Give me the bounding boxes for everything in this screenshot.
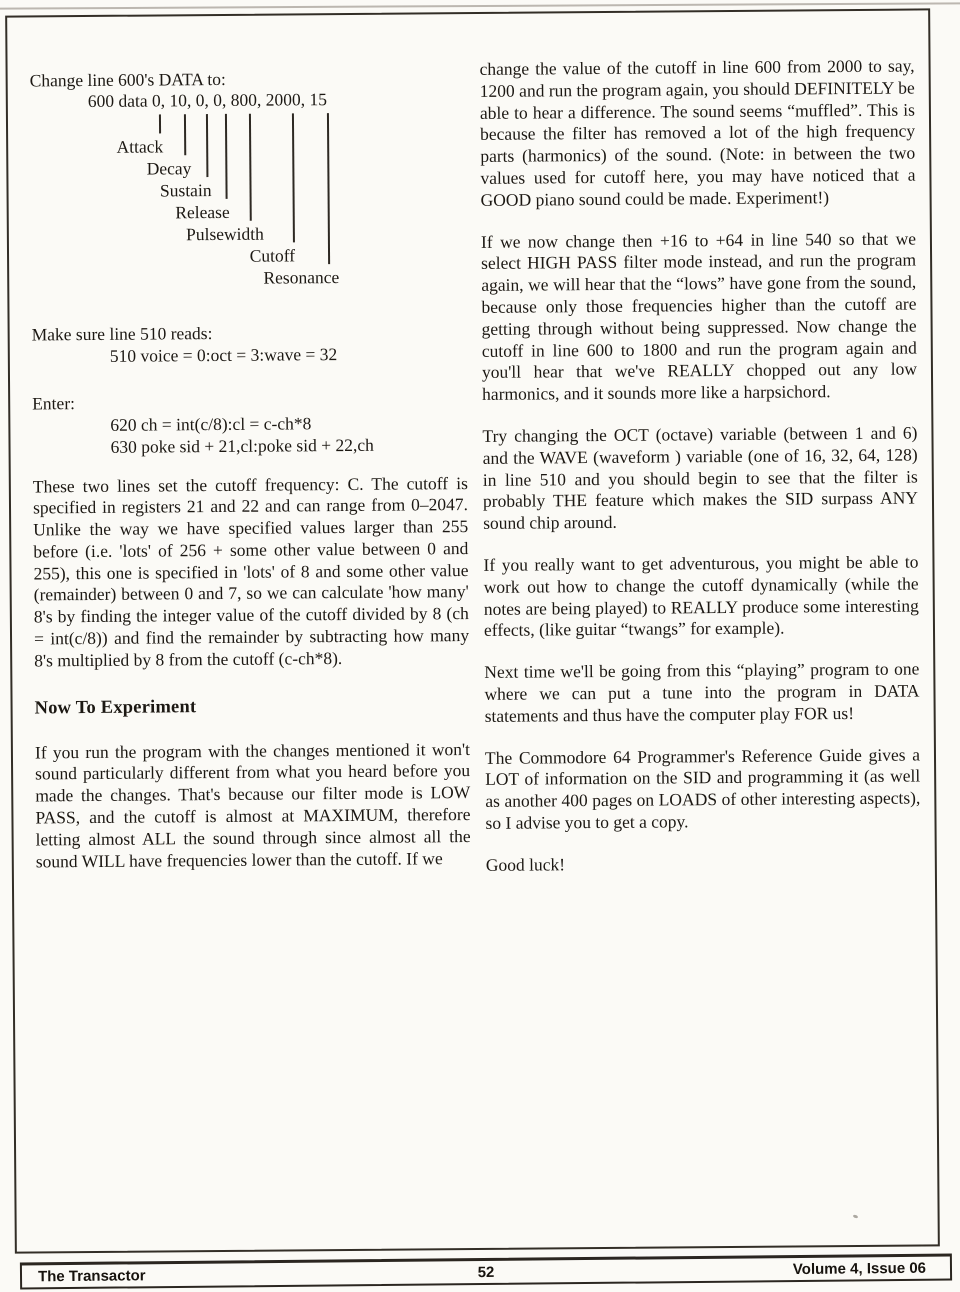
paragraph-high-pass: If we now change then +16 to +64 in line 540 so that we select HIGH PASS filter mode instead, and run the program again, we will hear that the “lows” have gone from the sound, because only those frequencies higher than the cutoff are getting through without being suppressed. Now change the cutoff in line 600 to 1800 and run the program again and you'll hear that we've REALLY chopped out any low harmonics, and it sounds more like a harpsichord. xyxy=(480,228,918,405)
page-frame xyxy=(5,8,940,1253)
basic-line-630: 630 poke sid + 21,cl:poke sid + 22,ch xyxy=(110,434,374,457)
enter-line: Enter: xyxy=(32,392,76,413)
page-number: 52 xyxy=(477,1263,495,1281)
pointer-line-attack xyxy=(159,114,161,133)
paragraph-reference-guide: The Commodore 64 Programmer's Reference Guide gives a LOT of information on the SID and programming it (as well as another 400 pages on LOADS of other interesting aspects), so I advise you to get a copy. xyxy=(484,744,921,833)
paragraph-good-luck: Good luck! xyxy=(485,853,566,875)
pointer-line-release xyxy=(225,114,227,199)
paragraph-experiment: If you run the program with the changes mentioned it won't sound particularly different from what you heard before you made the changes. That's because our filter mode is LOW PASS, and the cutoff is almost at MAXIMUM, therefore letting almost ALL the sound through since almost all the sound WILL have frequencies lower than the cutoff. If we xyxy=(34,738,471,872)
paragraph-adventurous: If you really want to get adventurous, you might be able to work out how to change the cutoff dynamically (while the notes are being played) to REALLY produce some interesting effects, (like guitar “twangs” for example). xyxy=(483,551,919,641)
paragraph-cutoff-1200: change the value of the cutoff in line 600 from 2000 to say, 1200 and run the program again, you should DEFINITELY be able to hear a difference. The sound seems “muffled”. This is because the filter has removed a lot of the high frequency parts (harmonics) of the sound. (Note: in between the two values used for cutoff here, you may have noticed that a GOOD piano sound could be made. Experiment!) xyxy=(479,55,916,210)
paragraph-cutoff-explanation: These two lines set the cutoff frequency: C. The cutoff is specified in registers 21 and 22 and can range from 0–2047. Unlike the way we have specified values larger than 255 before (i.e. 'lots' of 256 + some other value between 0 and 255), this one is specified in 'lots' of 8 and some other value (remainder) between 0 and 7, so we can calculate 'how many' 8's by finding the integer value of the cutoff divided by 8 (ch = int(c/8)) and find the remainder by subtracting how many 8's multiplied by 8 from the cutoff (c-ch*8). xyxy=(32,472,470,671)
footer xyxy=(20,1254,952,1290)
diagram-label-attack: Attack xyxy=(116,136,164,157)
intro-line: Change line 600's DATA to: xyxy=(29,68,226,91)
basic-line-600: 600 data 0, 10, 0, 0, 800, 2000, 15 xyxy=(87,89,328,112)
diagram-label-cutoff: Cutoff xyxy=(249,245,296,266)
make-sure-line: Make sure line 510 reads: xyxy=(31,323,213,345)
basic-line-510: 510 voice = 0:oct = 3:wave = 32 xyxy=(109,344,338,366)
pointer-line-pulsewidth xyxy=(249,114,251,221)
basic-lines-620-630 xyxy=(32,411,467,459)
right-column xyxy=(479,51,921,897)
two-column-layout xyxy=(7,10,935,900)
data-line-diagram xyxy=(30,88,467,297)
pointer-line-decay xyxy=(184,114,186,155)
basic-line-620: 620 ch = int(c/8):cl = c-ch*8 xyxy=(110,412,312,435)
pointer-line-resonance xyxy=(327,113,330,264)
diagram-label-release: Release xyxy=(175,201,230,223)
magazine-name: The Transactor xyxy=(37,1266,146,1285)
issue-label: Volume 4, Issue 06 xyxy=(792,1259,927,1278)
diagram-label-sustain: Sustain xyxy=(159,180,212,201)
section-heading: Now To Experiment xyxy=(34,696,197,719)
pointer-line-sustain xyxy=(206,114,208,177)
pointer-line-cutoff xyxy=(292,113,295,242)
paragraph-next-time: Next time we'll be going from this “playing” program to one where we can put a tune into the program in DATA statements and thus have the computer play FOR us! xyxy=(484,658,920,726)
diagram-label-decay: Decay xyxy=(146,158,192,179)
left-column xyxy=(29,54,471,900)
paragraph-oct-wave: Try changing the OCT (octave) variable (between 1 and 6) and the WAVE (waveform ) variable (one of 16, 32, 64, 128) in line 510 and you should begin to see that the filter is probably THE feature which makes the SID surpass ANY sound chip around. xyxy=(482,422,919,534)
diagram-label-pulsewidth: Pulsewidth xyxy=(185,223,264,245)
diagram-label-resonance: Resonance xyxy=(263,267,340,288)
